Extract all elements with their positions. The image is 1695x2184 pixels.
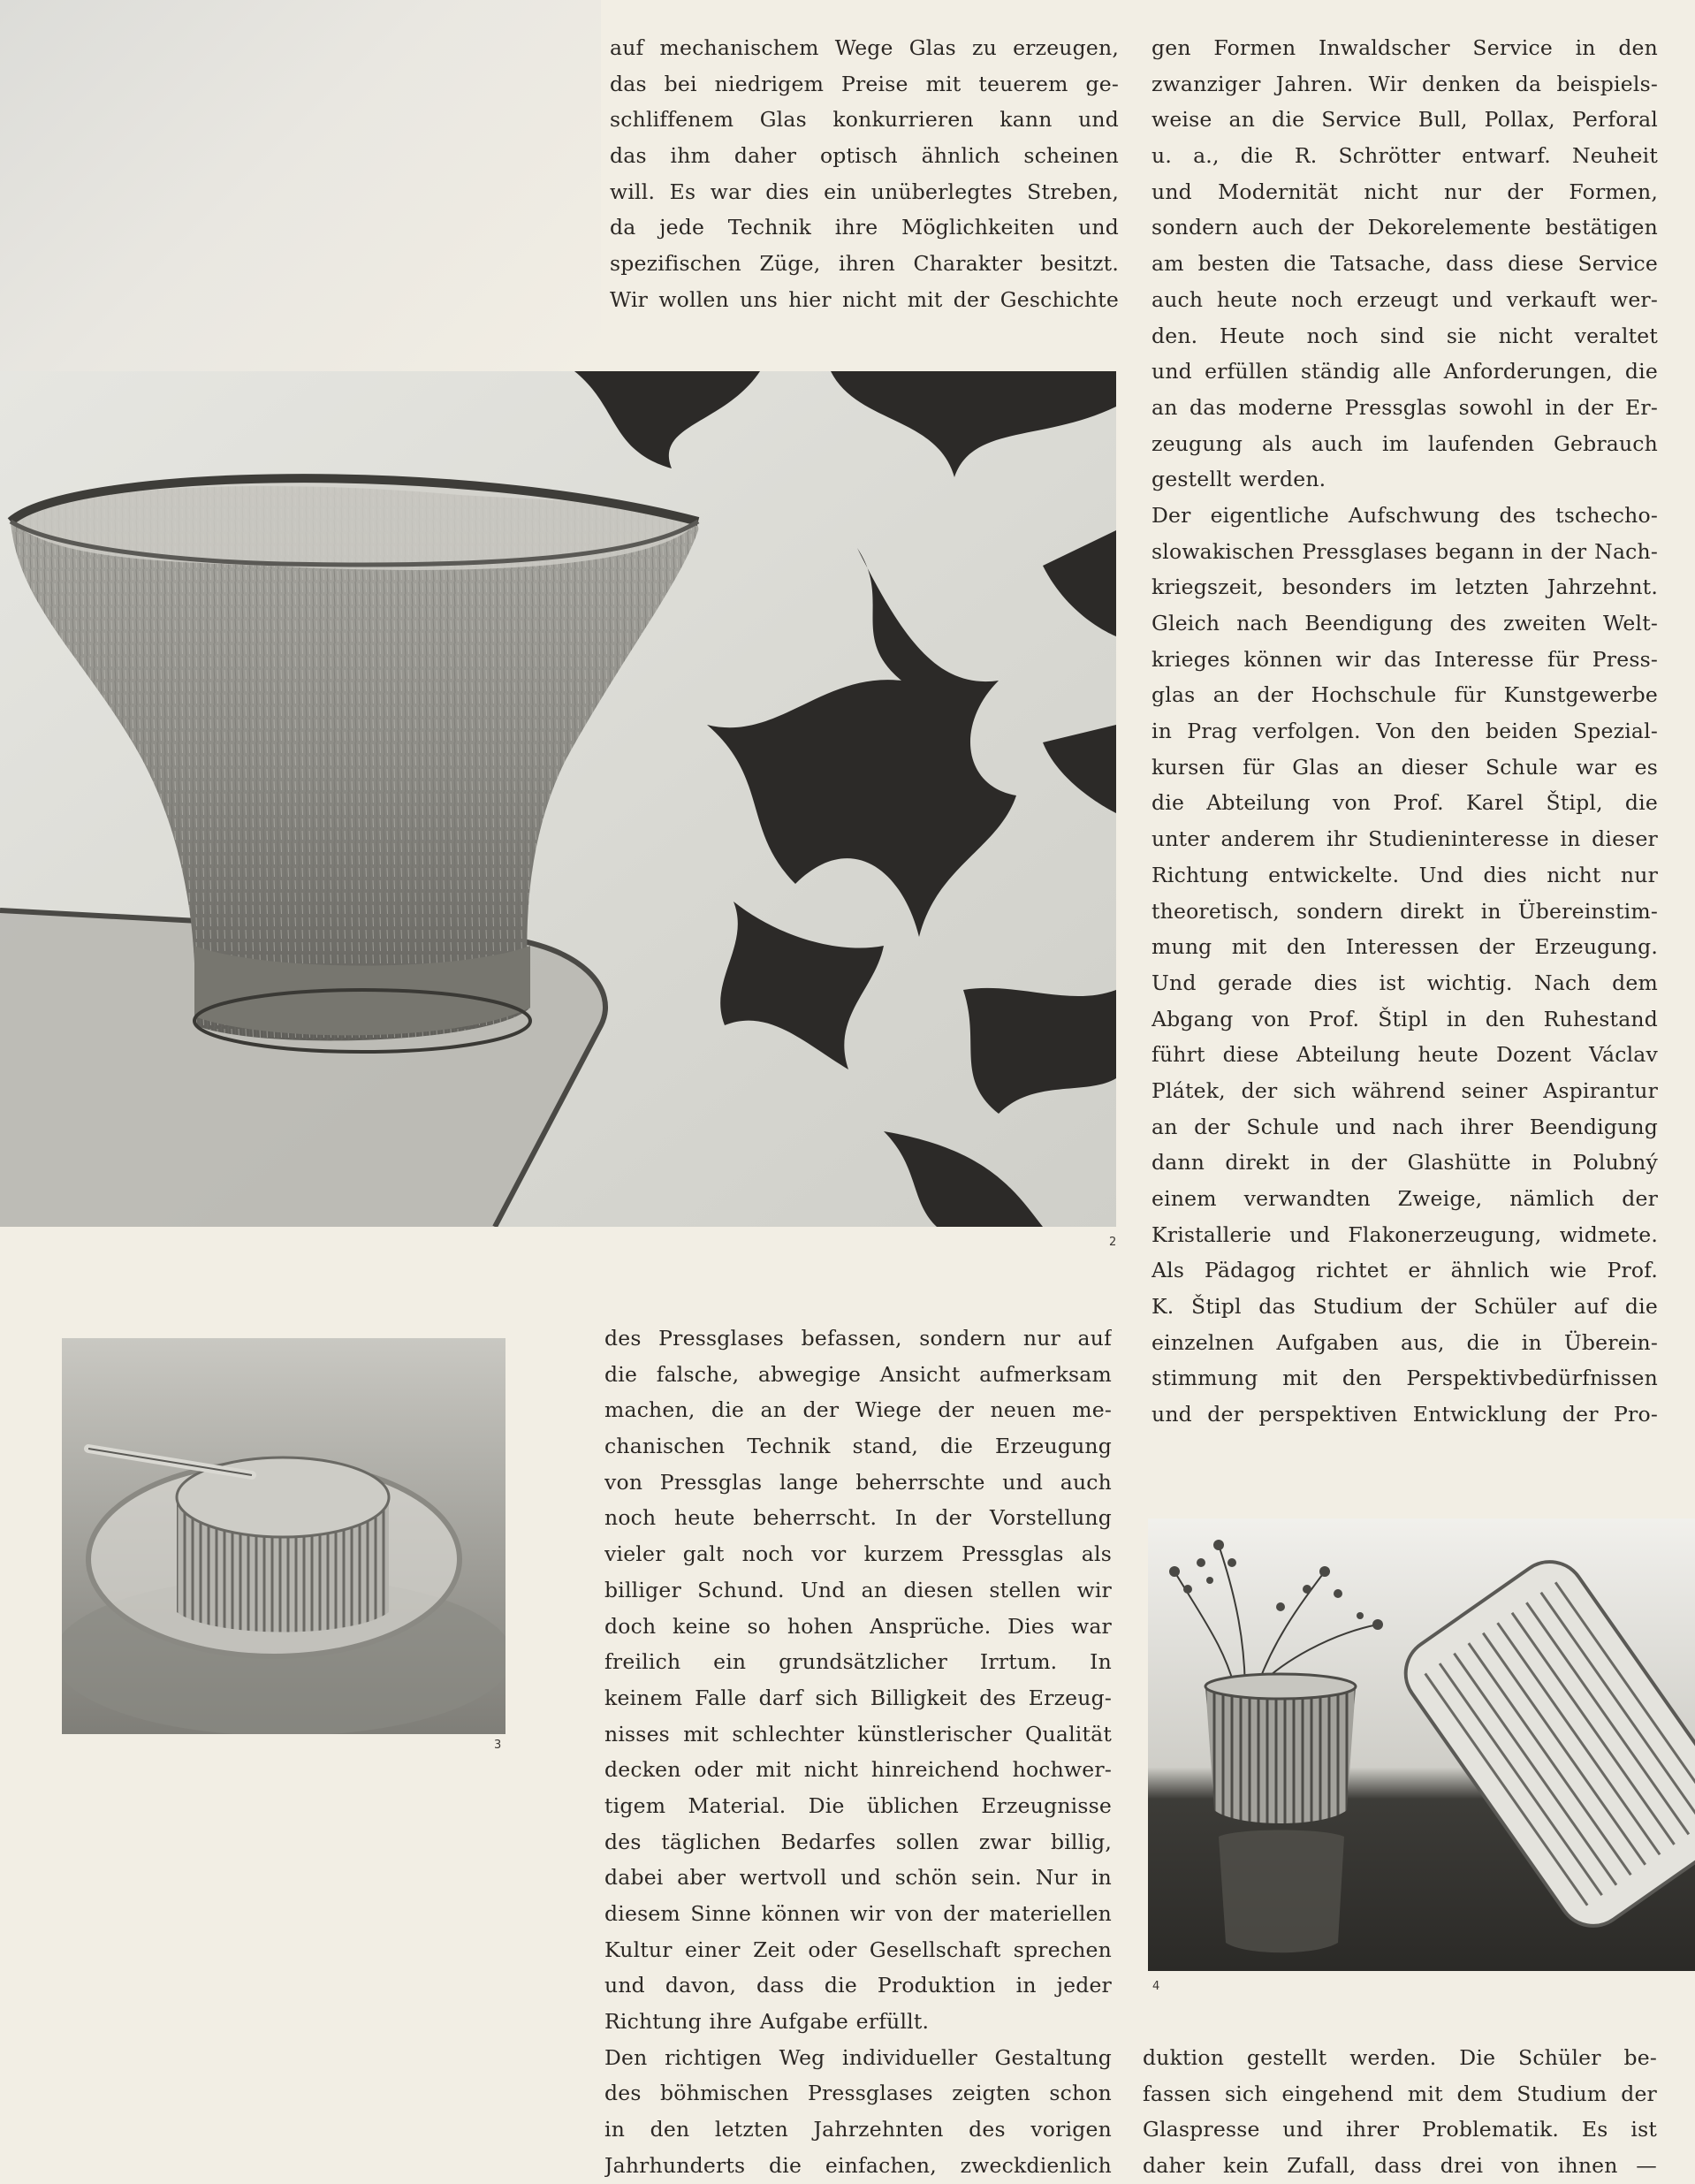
text-line: und davon, dass die Produktion in jeder	[604, 1973, 1112, 1998]
text-line: von Pressglas lange beherrschte und auch	[604, 1469, 1112, 1495]
text-line: doch keine so hohen Ansprüche. Dies war	[604, 1613, 1112, 1639]
text-line: fassen sich eingehend mit dem Studium der	[1143, 2081, 1657, 2106]
text-line: auch heute noch erzeugt und verkauft wer-	[1152, 286, 1658, 312]
text-line: kriegszeit, besonders im letzten Jahrzehnt.	[1152, 575, 1658, 600]
text-line: sondern auch der Dekorelemente bestätigen	[1152, 215, 1658, 240]
text-line: daher kein Zufall, dass drei von ihnen —	[1143, 2153, 1657, 2179]
text-line: Jahrhunderts die einfachen, zweckdienlich	[604, 2152, 1112, 2178]
text-line: einem verwandten Zweige, nämlich der	[1152, 1186, 1658, 1211]
text-line: die falsche, abwegige Ansicht aufmerksam	[604, 1361, 1112, 1387]
text-line: das bei niedrigem Preise mit teuerem ge-	[610, 71, 1119, 96]
text-line: und der perspektiven Entwicklung der Pro-	[1152, 1402, 1658, 1427]
figure-4-vase-and-tray-photo	[1148, 1518, 1695, 1971]
text-line: Richtung entwickelte. Und dies nicht nur	[1152, 862, 1658, 887]
text-line: Kultur einer Zeit oder Gesellschaft sprechen	[604, 1937, 1112, 1962]
text-line: Kristallerie und Flakonerzeugung, widmete.	[1152, 1221, 1658, 1247]
text-line: krieges können wir das Interesse für Press-	[1152, 646, 1658, 672]
text-line: spezifischen Züge, ihren Charakter besitzt.	[610, 251, 1119, 277]
text-line: an das moderne Pressglas sowohl in der Er-	[1152, 394, 1658, 420]
figure-4-number: 4	[1152, 1980, 1160, 1993]
text-line: nisses mit schlechter künstlerischer Qualität	[604, 1721, 1112, 1746]
text-line: freilich ein grundsätzlicher Irrtum. In	[604, 1649, 1112, 1675]
page-corner-shading	[0, 0, 601, 371]
text-line: zeugung als auch im laufenden Gebrauch	[1152, 430, 1658, 456]
text-line: Der eigentliche Aufschwung des tschecho-	[1152, 502, 1658, 528]
text-line: vieler galt noch vor kurzem Pressglas als	[604, 1541, 1112, 1567]
text-line: in den letzten Jahrzehnten des vorigen	[604, 2117, 1112, 2142]
text-line: des Pressglases befassen, sondern nur auf	[604, 1326, 1112, 1351]
text-line: theoretisch, sondern direkt in Übereinstim-	[1152, 898, 1658, 924]
text-line: slowakischen Pressglases begann in der Nach-	[1152, 538, 1658, 564]
text-line: auf mechanischem Wege Glas zu erzeugen,	[610, 35, 1119, 60]
text-line: stimmung mit den Perspektivbedürfnissen	[1152, 1366, 1658, 1391]
text-line: Und gerade dies ist wichtig. Nach dem	[1152, 970, 1658, 995]
text-line: kursen für Glas an dieser Schule war es	[1152, 754, 1658, 780]
text-column-right-bottom	[1143, 2040, 1657, 2184]
text-line: duktion gestellt werden. Die Schüler be-	[1143, 2045, 1657, 2070]
figure-2-bowl-photo	[0, 371, 1116, 1227]
text-line: da jede Technik ihre Möglichkeiten und	[610, 215, 1119, 240]
text-line: in Prag verfolgen. Von den beiden Spezial-	[1152, 719, 1658, 744]
text-line: u. a., die R. Schrötter entwarf. Neuheit	[1152, 143, 1658, 169]
text-line: und erfüllen ständig alle Anforderungen, die	[1152, 359, 1658, 384]
text-line: glas an der Hochschule für Kunstgewerbe	[1152, 682, 1658, 708]
text-line: gen Formen Inwaldscher Service in den	[1152, 35, 1658, 60]
text-line: noch heute beherrscht. In der Vorstellung	[604, 1505, 1112, 1531]
text-line: weise an die Service Bull, Pollax, Perforal	[1152, 107, 1658, 133]
text-line: schliffenem Glas konkurrieren kann und	[610, 107, 1119, 133]
text-line: K. Štipl das Studium der Schüler auf die	[1152, 1294, 1658, 1320]
text-line: die Abteilung von Prof. Karel Štipl, die	[1152, 790, 1658, 816]
figure-2-number: 2	[1109, 1236, 1117, 1249]
text-line: Abgang von Prof. Štipl in den Ruhestand	[1152, 1006, 1658, 1031]
text-line: machen, die an der Wiege der neuen me-	[604, 1397, 1112, 1423]
text-line: gestellt werden.	[1152, 467, 1326, 492]
text-line: decken oder mit nicht hinreichend hochwer-	[604, 1757, 1112, 1783]
text-line: tigem Material. Die üblichen Erzeugnisse	[604, 1792, 1112, 1818]
text-line: an der Schule und nach ihrer Beendigung	[1152, 1114, 1658, 1139]
text-line: Den richtigen Weg individueller Gestaltung	[604, 2044, 1112, 2070]
text-column-top-left	[610, 30, 1119, 318]
text-line: zwanziger Jahren. Wir denken da beispiels-	[1152, 71, 1658, 96]
text-line: führt diese Abteilung heute Dozent Václav	[1152, 1042, 1658, 1068]
figure-3-number: 3	[494, 1739, 502, 1752]
text-line: dabei aber wertvoll und schön sein. Nur in	[604, 1865, 1112, 1891]
text-line: Wir wollen uns hier nicht mit der Geschichte	[610, 286, 1119, 312]
text-line: Gleich nach Beendigung des zweiten Welt-	[1152, 611, 1658, 635]
text-line: des täglichen Bedarfes sollen zwar billig,	[604, 1829, 1112, 1854]
text-line: den. Heute noch sind sie nicht veraltet	[1152, 323, 1658, 348]
text-line: chanischen Technik stand, die Erzeugung	[604, 1434, 1112, 1459]
text-line: einzelnen Aufgaben aus, die in Überein-	[1152, 1329, 1658, 1355]
text-line: das ihm daher optisch ähnlich scheinen	[610, 143, 1119, 169]
text-line: will. Es war dies ein unüberlegtes Streben,	[610, 179, 1119, 204]
text-line: und Modernität nicht nur der Formen,	[1152, 179, 1658, 204]
text-line: Als Pädagog richtet er ähnlich wie Prof.	[1152, 1258, 1658, 1283]
text-line: des böhmischen Pressglases zeigten schon	[604, 2081, 1112, 2106]
text-line: Richtung ihre Aufgabe erfüllt.	[604, 2009, 930, 2035]
text-line: billiger Schund. Und an diesen stellen wir	[604, 1577, 1112, 1602]
text-line: dann direkt in der Glashütte in Polubný	[1152, 1150, 1658, 1176]
text-line: Glaspresse und ihrer Problematik. Es ist	[1143, 2117, 1657, 2142]
text-line: diesem Sinne können wir von der materiellen	[604, 1901, 1112, 1926]
text-line: Plátek, der sich während seiner Aspirantur	[1152, 1077, 1658, 1103]
text-line: mung mit den Interessen der Erzeugung.	[1152, 934, 1658, 960]
text-column-middle	[604, 1320, 1112, 2184]
text-column-right-top	[1152, 30, 1658, 1433]
figure-3-ashtray-photo	[62, 1338, 505, 1734]
text-line: unter anderem ihr Studieninteresse in dieser	[1152, 826, 1658, 852]
text-line: am besten die Tatsache, dass diese Service	[1152, 251, 1658, 277]
text-line: keinem Falle darf sich Billigkeit des Erzeug-	[604, 1685, 1112, 1710]
